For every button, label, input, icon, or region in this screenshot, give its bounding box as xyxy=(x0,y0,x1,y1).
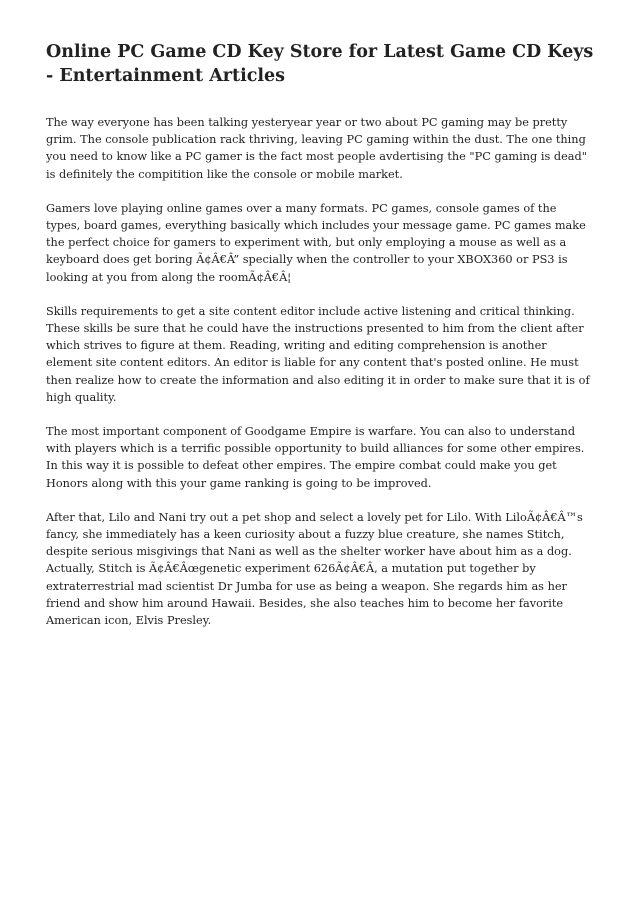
article-paragraph: After that, Lilo and Nani try out a pet shop and select a lovely pet for Lilo. With LiloÃ¢Â€Â™s fancy, she immediately has a keen curiosity about a fuzzy blue creature, she names Stitch, despite serious misgivings that Nani as well as the shelter worker have about him as a dog. Actually, Stitch is Ã¢Â€Âœgenetic experiment 626Ã¢Â€Â, a mutation put together by extraterrestrial mad scientist Dr Jumba for use as being a weapon. She regards him as her friend and show him around Hawaii. Besides, she also teaches him to become her favorite American icon, Elvis Presley. xyxy=(46,510,583,628)
article-paragraph: The most important component of Goodgame Empire is warfare. You can also to understand with players which is a terrific possible opportunity to build alliances for some other empires. In this way it is possible to defeat other empires. The empire combat could make you get Honors along with this your game ranking is going to be improved. xyxy=(46,425,585,490)
article-title: Online PC Game CD Key Store for Latest Game CD Keys - Entertainment Articles xyxy=(46,42,594,86)
article xyxy=(46,40,594,646)
article-paragraph: Gamers love playing online games over a many formats. PC games, console games of the types, board games, everything basically which includes your message game. PC games make the perfect choice for gamers to experiment with, but only employing a mouse as well as a keyboard does get boring Ã¢Â€Â” specially when the controller to your XBOX360 or PS3 is looking at you from along the roomÃ¢Â€Â¦ xyxy=(46,201,586,284)
article-paragraph: Skills requirements to get a site content editor include active listening and critical thinking. These skills be sure that he could have the instructions presented to him from the client after which strives to figure at them. Reading, writing and editing comprehension is another element site content editors. An editor is liable for any content that's posted online. He must then realize how to create the information and also editing it in order to make sure that it is of high quality. xyxy=(46,304,590,404)
article-paragraph: The way everyone has been talking yesteryear year or two about PC gaming may be pretty grim. The console publication rack thriving, leaving PC gaming within the dust. The one thing you need to know like a PC gamer is the fact most people avdertising the "PC gaming is dead" is definitely the compitition like the console or mobile market. xyxy=(46,116,587,181)
